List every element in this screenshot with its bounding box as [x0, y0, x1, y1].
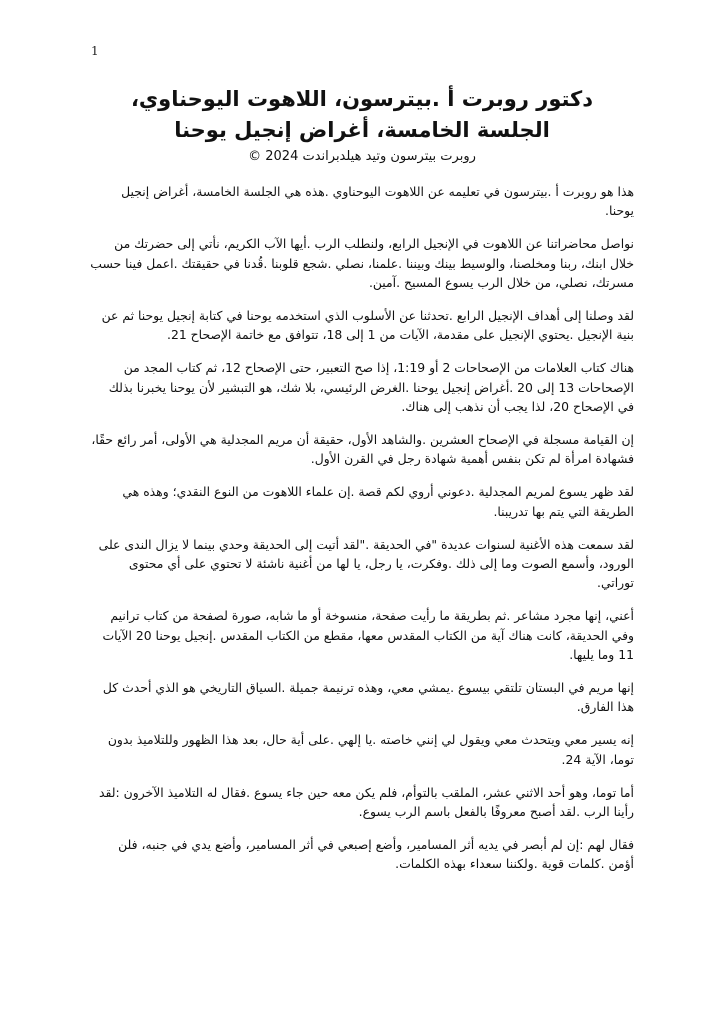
paragraph: نواصل محاضراتنا عن اللاهوت في الإنجيل الرابع، ولنطلب الرب .أيها الآب الكريم، نأتي إلى حضرتك من خلال ابنك، ربنا ومخلصنا، والوسيط بينك وبيننا .علمنا، نصلي .شجع قلوبنا .قُدنا في حقيقتك .اعمل فينا حسب مسرتك، نصلي، من خلال الرب يسوع المسيح .آمين. [90, 236, 634, 290]
paragraph: لقد وصلنا إلى أهداف الإنجيل الرابع .تحدثنا عن الأسلوب الذي استخدمه يوحنا في كتابة إنجيل يوحنا ثم عن بنية الإنجيل .يحتوي الإنجيل على مقدمة، الآيات من 1 إلى 18، تتوافق مع خاتمة الإصحاح 21. [101, 308, 634, 343]
document-body [90, 182, 634, 888]
paragraph: إنه يسير معي ويتحدث معي ويقول لي إنني خاصته .يا إلهي .على أية حال، بعد هذا الظهور وللتلاميذ بدون توما، الآية 24. [107, 732, 634, 767]
document-title-line-1: دكتور روبرت أ .بيترسون، اللاهوت اليوحناوي، [130, 87, 594, 111]
copyright-line: روبرت بيترسون وتيد هيلدبراندت 2024 © [248, 149, 476, 164]
paragraph: هذا هو روبرت أ .بيترسون في تعليمه عن اللاهوت اليوحناوي .هذه هي الجلسة الخامسة، أغراض إنجيل يوحنا. [121, 184, 634, 219]
paragraph: هناك كتاب العلامات من الإصحاحات 2 أو 1:19، إذا صح التعبير، حتى الإصحاح 12، ثم كتاب المجد من الإصحاحات 13 إلى 20 .أغراض إنجيل يوحنا .الغرض الرئيسي، بلا شك، هو التبشير لأن يوحنا يخبرنا بذلك في الإصحاح 20، لذا يجب أن نذهب إلى هناك. [108, 360, 634, 414]
document-header [90, 84, 634, 166]
paragraph: أعني، إنها مجرد مشاعر .ثم بطريقة ما رأيت صفحة، منسوخة أو ما شابه، صورة لصفحة من كتاب ترانيم وفي الحديقة، كانت هناك آية من الكتاب المقدس معها، مقطع من الكتاب المقدس .إنجيل يوحنا 20 الآيات 11 وما يليها. [102, 608, 634, 662]
paragraph: إن القيامة مسجلة في الإصحاح العشرين .والشاهد الأول، حقيقة أن مريم المجدلية هي الأولى، أمر رائع حقًا، فشهادة امرأة لم تكن بنفس أهمية شهادة رجل في القرن الأول. [91, 432, 634, 467]
paragraph: لقد ظهر يسوع لمريم المجدلية .دعوني أروي لكم قصة .إن علماء اللاهوت من النوع النقدي؛ وهذه هي الطريقة التي يتم بها تدريبنا. [122, 484, 634, 519]
page-number: 1 [91, 44, 99, 58]
paragraph: لقد سمعت هذه الأغنية لسنوات عديدة "في الحديقة ."لقد أتيت إلى الحديقة وحدي بينما لا يزال الندى على الورود، وأسمع الصوت وما إلى ذلك .وفكرت، يا رجل، يا لها من أغنية ناشئة لا تحتوي على أي محتوى توراتي. [98, 536, 634, 591]
paragraph: أما توما، وهو أحد الاثني عشر، الملقب بالتوأم، فلم يكن معه حين جاء يسوع .فقال له التلاميذ الآخرون :لقد رأينا الرب .لقد أصبح معروفًا بالفعل باسم الرب يسوع. [98, 784, 634, 820]
document-title-line-2: الجلسة الخامسة، أغراض إنجيل يوحنا [174, 118, 550, 142]
paragraph: إنها مريم في البستان تلتقي بيسوع .يمشي معي، وهذه ترنيمة جميلة .السياق التاريخي هو الذي أحدث كل هذا الفارق. [102, 680, 634, 715]
paragraph: فقال لهم :إن لم أبصر في يديه أثر المسامير، وأضع إصبعي في أثر المسامير، وأضع يدي في جنبه، فلن أؤمن .كلمات قوية .ولكننا سعداء بهذه الكلمات. [118, 837, 634, 872]
